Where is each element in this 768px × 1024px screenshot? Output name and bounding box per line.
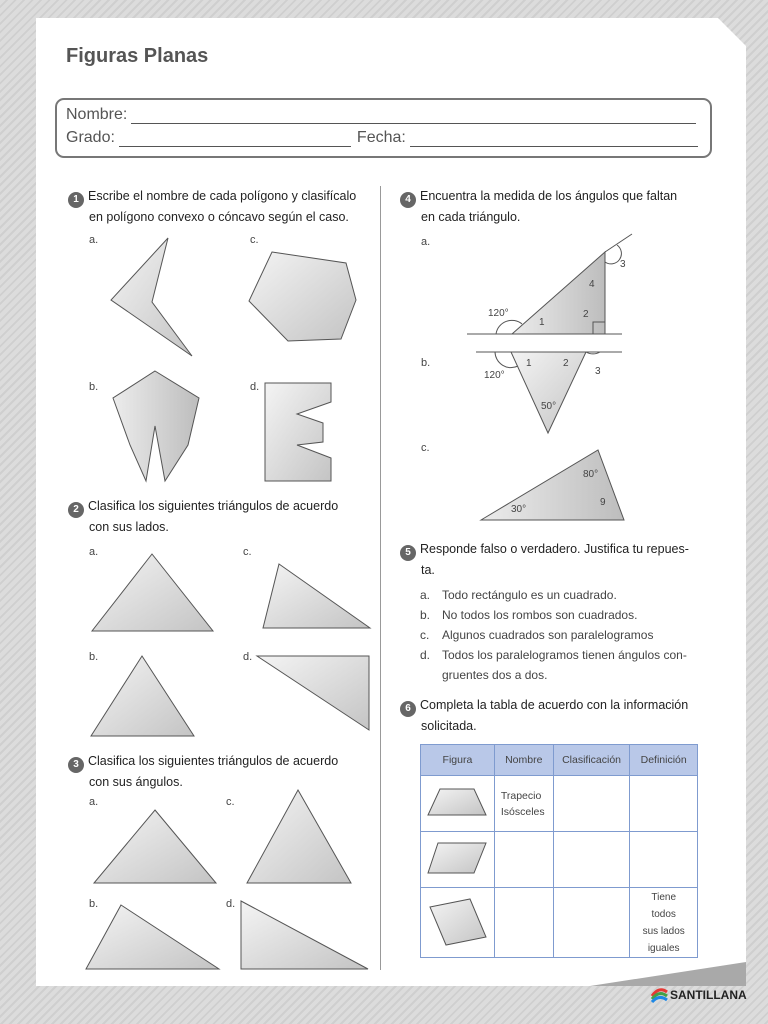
item-text: Todo rectángulo es un cuadrado. xyxy=(442,588,617,602)
item-label: c. xyxy=(250,234,259,246)
item-label: a. xyxy=(89,796,99,808)
item-label: b. xyxy=(89,898,99,910)
table-row xyxy=(421,776,698,832)
item-text: Algunos cuadrados son paralelogramos xyxy=(442,628,654,642)
figure-cell xyxy=(421,776,495,832)
brand-name: SANTILLANA xyxy=(670,988,747,1002)
figure-cell xyxy=(421,888,495,958)
figure-cell xyxy=(421,832,495,888)
item-label: a. xyxy=(89,546,99,558)
trapezoid-icon xyxy=(424,785,490,819)
column-header: Definición xyxy=(630,745,698,776)
triangle-c xyxy=(481,450,624,520)
item-label: b. xyxy=(421,357,431,369)
column-header: Clasificación xyxy=(553,745,630,776)
item-label: d. xyxy=(226,898,236,910)
grado-label: Grado: xyxy=(66,129,115,146)
rhombus-icon xyxy=(424,895,490,947)
list-item xyxy=(420,585,710,605)
item-letter: d. xyxy=(420,648,431,662)
column-header: Nombre xyxy=(494,745,553,776)
name-cell[interactable] xyxy=(494,776,553,832)
definition-cell[interactable] xyxy=(630,832,698,888)
classification-cell[interactable] xyxy=(553,888,630,958)
item-label: b. xyxy=(89,651,99,663)
santillana-logo-icon xyxy=(650,986,668,1004)
item-label: c. xyxy=(421,442,430,454)
item-letter: c. xyxy=(420,628,430,642)
definition-cell[interactable] xyxy=(630,888,698,958)
list-item xyxy=(420,645,710,685)
question-text: Responde falso o verdadero. Justifica tu repues- xyxy=(420,542,689,556)
question-number: 4 xyxy=(400,192,416,208)
cell-text: Isósceles xyxy=(500,805,545,818)
angle-label: 30° xyxy=(511,504,527,515)
question-text: ta. xyxy=(421,563,435,577)
cell-text: todos xyxy=(651,908,676,920)
right-triangle-a xyxy=(512,252,605,334)
angle-label: 9 xyxy=(600,497,606,508)
angle-label: 3 xyxy=(620,259,626,270)
name-cell[interactable] xyxy=(494,888,553,958)
angle-label: 50° xyxy=(541,401,557,412)
nombre-label: Nombre: xyxy=(66,106,128,123)
question-text: en cada triángulo. xyxy=(421,210,521,224)
question-text: con sus ángulos. xyxy=(89,775,183,789)
question-text: Encuentra la medida de los ángulos que faltan xyxy=(420,189,678,203)
question-number: 2 xyxy=(68,502,84,518)
item-label: a. xyxy=(89,234,99,246)
page-title: Figuras Planas xyxy=(66,45,209,67)
cell-text: sus lados xyxy=(642,925,685,937)
angle-label: 1 xyxy=(539,317,545,328)
angle-label: 2 xyxy=(563,358,569,369)
item-text: gruentes dos a dos. xyxy=(442,668,548,682)
column-header: Figura xyxy=(421,745,495,776)
item-label: d. xyxy=(250,381,260,393)
angle-label: 80° xyxy=(583,469,599,480)
angle-label: 2 xyxy=(583,309,589,320)
list-item xyxy=(420,625,710,645)
publisher-logo xyxy=(650,986,747,1004)
question-number: 6 xyxy=(400,701,416,717)
question-number: 1 xyxy=(68,192,84,208)
item-label: c. xyxy=(226,796,235,808)
fecha-label: Fecha: xyxy=(356,129,406,146)
item-label: b. xyxy=(89,381,99,393)
parallelogram-icon xyxy=(424,839,490,877)
cell-text: Tiene xyxy=(651,891,677,903)
item-label: d. xyxy=(243,651,253,663)
item-letter: a. xyxy=(420,588,431,602)
classification-cell[interactable] xyxy=(553,776,630,832)
definition-cell[interactable] xyxy=(630,776,698,832)
angle-label: 4 xyxy=(589,279,595,290)
angle-label: 1 xyxy=(526,358,532,369)
question-text: Completa la tabla de acuerdo con la información xyxy=(420,698,689,712)
item-letter: b. xyxy=(420,608,431,622)
table-row xyxy=(421,888,698,958)
item-label: a. xyxy=(421,236,431,248)
cell-text: iguales xyxy=(647,942,680,954)
triangle-b xyxy=(511,352,586,433)
question-number: 5 xyxy=(400,545,416,561)
item-label: c. xyxy=(243,546,252,558)
question-text: Clasifica los siguientes triángulos de acuerdo xyxy=(88,754,339,768)
question-text: Escribe el nombre de cada polígono y clasifícalo xyxy=(88,189,357,203)
true-false-list xyxy=(420,585,710,685)
question-5 xyxy=(400,540,710,579)
angle-label: 120° xyxy=(488,308,509,319)
angle-label: 120° xyxy=(484,370,505,381)
polygon-table xyxy=(420,744,698,958)
cell-text: Trapecio xyxy=(500,789,542,802)
classification-cell[interactable] xyxy=(553,832,630,888)
question-number: 3 xyxy=(68,757,84,773)
question-text: Clasifica los siguientes triángulos de acuerdo xyxy=(88,499,339,513)
question-6 xyxy=(400,696,710,735)
question-text: en polígono convexo o cóncavo según el caso. xyxy=(89,210,349,224)
question-text: con sus lados. xyxy=(89,520,169,534)
list-item xyxy=(420,605,710,625)
question-text: solicitada. xyxy=(421,719,477,733)
item-text: Todos los paralelogramos tienen ángulos con- xyxy=(442,648,687,662)
item-text: No todos los rombos son cuadrados. xyxy=(442,608,638,622)
table-row xyxy=(421,832,698,888)
angle-label: 3 xyxy=(595,366,601,377)
name-cell[interactable] xyxy=(494,832,553,888)
